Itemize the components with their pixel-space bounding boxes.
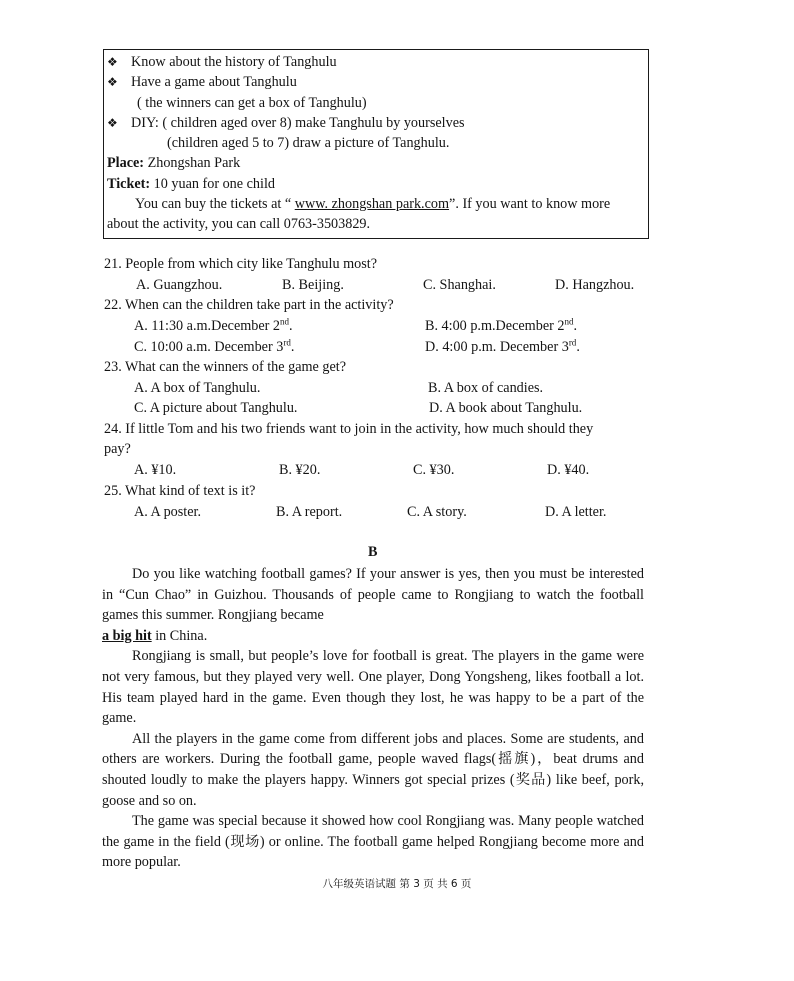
passage-paragraph-3: All the players in the game come from different jobs and places. Some are students, and others are workers. During the football game, people waved flags(摇旗)，beat drums and shouted loudly to make the players happy. Winners got special prizes (奖品) like beef, pork, goose and so on. <box>102 730 644 809</box>
notice-place <box>107 153 648 173</box>
q23-option-b: B. A box of candies. <box>428 380 544 396</box>
section-b-heading: B <box>368 544 378 560</box>
question-24-stem: 24. If little Tom and his two friends want to join in the activity, how much should they <box>104 421 594 437</box>
diamond-bullet-icon: ❖ <box>107 115 118 130</box>
q23-option-c: C. A picture about Tanghulu. <box>134 400 298 416</box>
q25-option-b: B. A report. <box>276 504 343 520</box>
q22-option-d: D. 4:00 p.m. December 3rd. <box>425 337 580 355</box>
question-22-stem: 22. When can the children take part in the activity? <box>104 297 394 313</box>
question-21-stem: 21. People from which city like Tanghulu most? <box>104 256 377 272</box>
notice-ticket <box>107 174 648 194</box>
notice-game-note: ( the winners can get a box of Tanghulu) <box>137 94 367 111</box>
passage-paragraph-1: Do you like watching football games? If your answer is yes, then you must be interested in “Cun Chao” in Guizhou. Thousands of people came to Rongjiang to watch the football games this summer. Rongjiang became <box>102 566 644 624</box>
notice-contact-line: about the activity, you can call 0763-3503829. <box>107 216 371 233</box>
place-label: Place: <box>107 155 145 172</box>
q24-option-d: D. ¥40. <box>547 462 590 478</box>
diamond-bullet-icon: ❖ <box>107 75 118 90</box>
big-hit-phrase: a big hit <box>102 627 152 644</box>
notice-buy-line: You can buy the tickets at “ www. zhongshan park.com”. If you want to know more <box>135 196 611 213</box>
question-24-stem-cont: pay? <box>104 441 131 457</box>
q22-option-b: B. 4:00 p.m.December 2nd. <box>425 316 578 334</box>
passage-paragraph-4: The game was special because it showed how cool Rongjiang was. Many people watched the game in the field (现场) or online. The football game helped Rongjiang become more and more popular. <box>102 813 644 871</box>
q23-option-a: A. A box of Tanghulu. <box>134 380 261 396</box>
notice-bullet-diy: ❖ DIY: ( children aged over 8) make Tanghulu by yourselves <box>107 113 648 133</box>
q24-option-c: C. ¥30. <box>413 462 455 478</box>
q24-option-b: B. ¥20. <box>279 462 321 478</box>
q21-option-b: B. Beijing. <box>282 277 344 293</box>
question-23-stem: 23. What can the winners of the game get? <box>104 359 347 375</box>
q25-option-c: C. A story. <box>407 504 467 520</box>
q22-option-a: A. 11:30 a.m.December 2nd. <box>134 316 293 334</box>
q21-option-d: D. Hangzhou. <box>555 277 635 293</box>
passage-b <box>102 564 644 873</box>
website-link: www. zhongshan park.com <box>294 196 450 213</box>
q21-option-a: A. Guangzhou. <box>136 277 223 293</box>
notice-bullet-history: ❖ Know about the history of Tanghulu <box>107 52 648 72</box>
q24-option-a: A. ¥10. <box>134 462 177 478</box>
notice-diy-note: (children aged 5 to 7) draw a picture of Tanghulu. <box>167 135 450 152</box>
q22-option-c: C. 10:00 a.m. December 3rd. <box>134 337 295 355</box>
place-value: Zhongshan Park <box>144 155 241 172</box>
q23-option-d: D. A book about Tanghulu. <box>429 400 583 416</box>
ticket-value: 10 yuan for one child <box>150 175 275 192</box>
ticket-label: Ticket: <box>107 175 151 192</box>
question-25-stem: 25. What kind of text is it? <box>104 483 256 499</box>
q25-option-d: D. A letter. <box>545 504 607 520</box>
passage-paragraph-2: Rongjiang is small, but people’s love for football is great. The players in the game were not very famous, but they played very well. One player, Dong Yongsheng, likes football a lot. His team played hard in the game. Even though they lost, he was happy to be a part of the game. <box>102 648 644 727</box>
notice-box <box>103 49 649 239</box>
diamond-bullet-icon: ❖ <box>107 55 118 69</box>
q21-option-c: C. Shanghai. <box>423 277 496 293</box>
notice-bullet-game: ❖ Have a game about Tanghulu <box>107 72 648 92</box>
page-footer: 八年级英语试题 第 3 页 共 6 页 <box>322 878 472 890</box>
q25-option-a: A. A poster. <box>134 504 202 520</box>
passage-paragraph-1-end: a big hit in China. <box>102 627 208 644</box>
